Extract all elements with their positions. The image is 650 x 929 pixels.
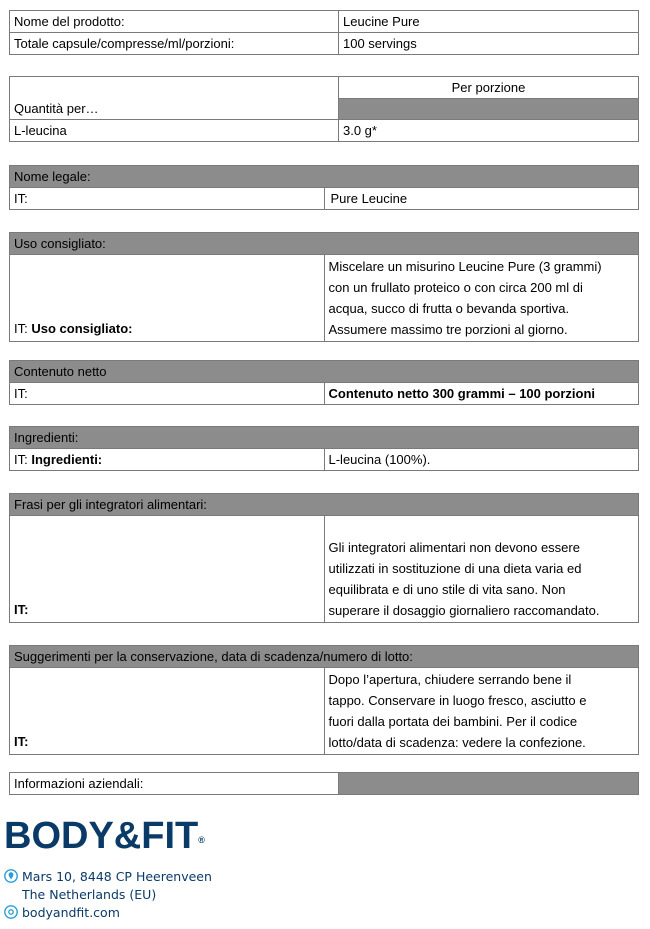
company-website[interactable] [4, 904, 120, 922]
legal-name-table [9, 165, 639, 210]
company-header: Informazioni aziendali: [10, 773, 339, 795]
supplement-line: equilibrata e di uno stile di vita sano. Non [328, 582, 566, 597]
logo-registered-mark: ® [198, 835, 205, 845]
net-content-lang: IT: [10, 383, 325, 405]
legal-name-value: Pure Leucine [324, 188, 639, 210]
ingredients-header: Ingredienti: [10, 427, 639, 449]
leucine-value: 3.0 g* [339, 120, 639, 142]
ingredients-value: L-leucina (100%). [324, 449, 639, 471]
usage-line: Miscelare un misurino Leucine Pure (3 grammi) [328, 259, 602, 274]
storage-line: tappo. Conservare in luogo fresco, asciutto e [328, 693, 587, 708]
total-servings-value: 100 servings [339, 33, 639, 55]
storage-text [324, 668, 639, 755]
usage-text [324, 255, 639, 342]
at-sign-icon [4, 905, 18, 919]
ingredients-lang: IT: [14, 452, 28, 467]
storage-lang: IT: [10, 668, 325, 755]
net-content-value: Contenuto netto 300 grammi – 100 porzioni [324, 383, 639, 405]
usage-line: con un frullato proteico o con circa 200 ml di [328, 280, 583, 295]
usage-line: acqua, succo di frutta o bevanda sportiva. [328, 301, 570, 316]
supplement-phrases-header: Frasi per gli integratori alimentari: [10, 494, 639, 516]
supplement-phrases-text [324, 516, 639, 623]
usage-lang-cell [10, 255, 325, 342]
ingredients-label: Ingredienti: [31, 452, 103, 467]
total-servings-label: Totale capsule/compresse/ml/porzioni: [10, 33, 339, 55]
storage-line: lotto/data di scadenza: vedere la confezione. [328, 735, 586, 750]
product-name-label: Nome del prodotto: [10, 11, 339, 33]
storage-line: Dopo l’apertura, chiudere serrando bene il [328, 672, 572, 687]
legal-name-header: Nome legale: [10, 166, 639, 188]
usage-label: Uso consigliato: [31, 321, 133, 336]
product-table [9, 10, 639, 55]
supplement-line: superare il dosaggio giornaliero raccomandato. [328, 603, 600, 618]
per-serving-header: Per porzione [339, 77, 639, 99]
product-name-value: Leucine Pure [339, 11, 639, 33]
leucine-name: L-leucina [10, 120, 339, 142]
storage-table [9, 645, 639, 755]
supplement-phrases-table [9, 493, 639, 623]
ingredients-table [9, 426, 639, 471]
net-content-header: Contenuto netto [10, 361, 639, 383]
supplement-line: utilizzati in sostituzione di una dieta varia ed [328, 561, 582, 576]
supplement-line: Gli integratori alimentari non devono essere [328, 540, 580, 555]
logo-text: BODY&FIT [4, 815, 199, 857]
usage-header: Uso consigliato: [10, 233, 639, 255]
location-pin-icon [4, 869, 18, 883]
storage-line: fuori dalla portata dei bambini. Per il codice [328, 714, 578, 729]
company-table [9, 772, 639, 795]
ingredients-lang-cell [10, 449, 325, 471]
usage-lang: IT: [14, 321, 28, 336]
company-address [4, 868, 212, 904]
supplement-phrases-lang: IT: [10, 516, 325, 623]
address-line-2: The Netherlands (EU) [22, 887, 157, 902]
usage-table [9, 232, 639, 342]
body-and-fit-logo [4, 816, 205, 856]
nutrition-table [9, 76, 639, 142]
storage-header: Suggerimenti per la conservazione, data di scadenza/numero di lotto: [10, 646, 639, 668]
per-serving-gray-cell [339, 99, 639, 120]
company-gray-cell [339, 773, 639, 795]
quantity-label: Quantità per… [10, 77, 339, 120]
legal-name-lang: IT: [10, 188, 325, 210]
usage-line: Assumere massimo tre porzioni al giorno. [328, 322, 568, 337]
net-content-table [9, 360, 639, 405]
website-link[interactable]: bodyandfit.com [22, 905, 120, 920]
address-line-1: Mars 10, 8448 CP Heerenveen [22, 869, 212, 884]
